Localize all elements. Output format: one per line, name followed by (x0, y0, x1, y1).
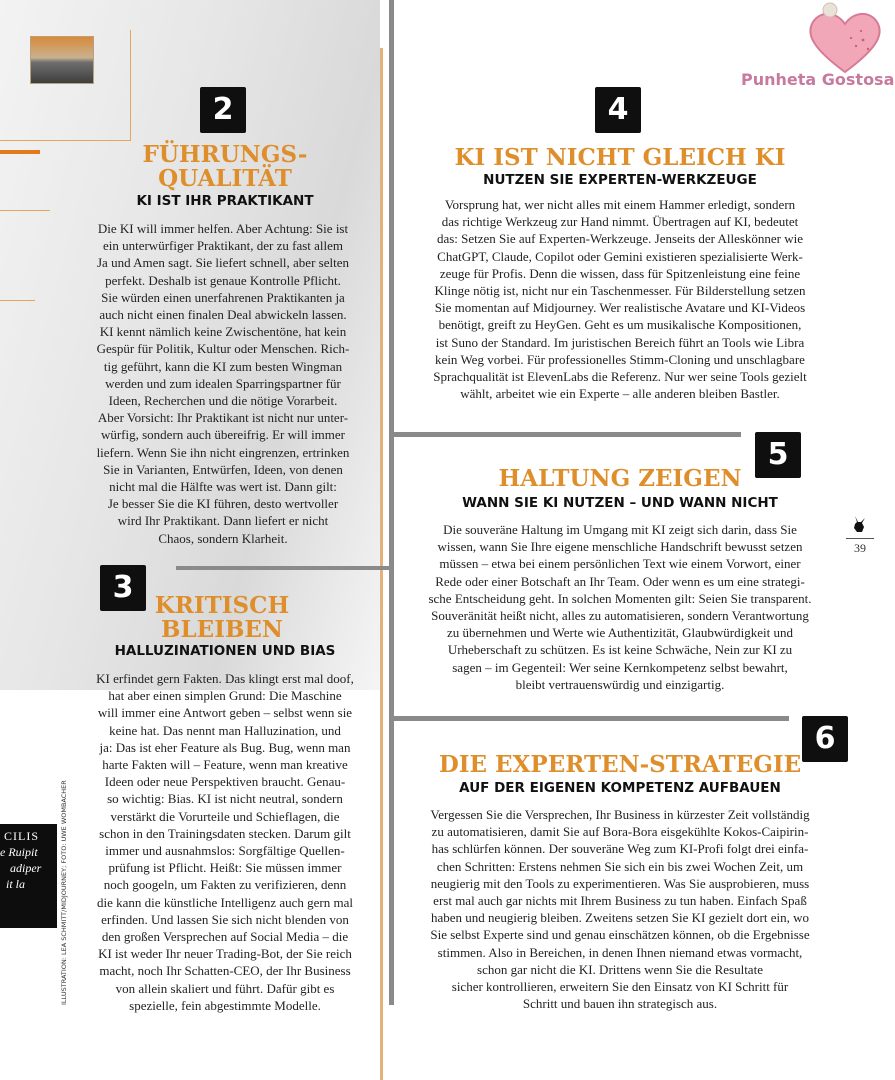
body-line: ChatGPT, Claude, Copilot oder Gemini existieren spezialisierte Werk- (437, 248, 803, 264)
logo-text: Punheta Gostosa (741, 70, 895, 89)
vertical-divider (389, 0, 394, 1005)
body-line: keine hat. Das nennt man Halluzination, und (109, 722, 341, 738)
body-line: sagen – im Gegenteil: Wer seine Kernkompetenz selbst bewahrt, (452, 659, 788, 675)
body-line: haben und neugierig bleiben. Zweitens setzen Sie KI gezielt dort ein, wo (431, 910, 809, 926)
body-line: KI erfindet gern Fakten. Das klingt erst mal doof, (96, 671, 354, 686)
body-line: zeuge für Profis. Denn die wissen, dass für Spitzenleistung eine feine (439, 265, 801, 281)
body-line: immer und ausnahmslos: Sorgfältige Quellen- (105, 843, 345, 859)
body-line: erfinden. Und lassen Sie sich nicht blenden von (101, 911, 349, 927)
body-line: schon in den Trainingsdaten stecken. Darum gilt (99, 825, 351, 841)
horizontal-divider (176, 566, 394, 570)
body-line: von allein skaliert und führt. Dafür gibt es (115, 980, 335, 996)
horizontal-divider (389, 432, 741, 437)
section-body (73, 220, 373, 547)
side-tab-line: it la (6, 877, 26, 891)
body-line: benötigt, greift zu HeyGen. Geht es um musikalische Kompositionen, (438, 317, 802, 333)
body-line: kein Weg vorbei. Für professionelles Stimm-Cloning und unschlagbare (435, 351, 805, 367)
body-line: erst mal auch gar nichts mit Ihrem Business zu tun haben. Einfach Spaß (433, 893, 807, 909)
page-number: 39 (846, 538, 874, 556)
body-line: stimmen. Also in Bereichen, in denen Ihnen niemand etwas vormacht, (437, 944, 803, 960)
body-line: prüfung ist Pflicht. Heißt: Sie müssen immer (108, 860, 342, 876)
body-line: macht, noch Ihr Schatten-CEO, der Ihr Business (99, 963, 351, 979)
body-line: neugierig mit den Tools zu experimentieren. Was Sie ausprobieren, muss (430, 875, 810, 891)
body-line: Sie selbst Experte sind und genau einschätzen können, ob die Ergebnisse (430, 927, 810, 943)
body-line: liefern. Wenn Sie ihn nicht eingrenzen, ertrinken (96, 444, 350, 460)
body-line: Souveränität heißt nicht, alles zu automatisieren, sondern Verantwortung (431, 608, 809, 624)
body-line: den großen Versprechen auf Social Media – die (101, 929, 349, 945)
body-line: so wichtig: Bias. KI ist nicht neutral, sondern (107, 791, 343, 807)
body-line: sche Entscheidung geht. In solchen Momenten gilt: Seien Sie transparent. (428, 590, 812, 606)
body-line: Vorsprung hat, wer nicht alles mit einem Hammer erledigt, sondern (444, 197, 796, 212)
body-line: schon gar nicht die KI. Drittens wenn Sie die Resultate (477, 961, 763, 977)
body-line: has schlürfen können. Der souveräne Weg zum KI-Profi folgt drei einfa- (431, 841, 809, 857)
side-tab-line: e Ruipit (0, 845, 38, 859)
body-line: Je besser Sie die KI führen, desto wertvoller (107, 496, 339, 512)
body-line: Schritt und bauen ihn strategisch aus. (522, 996, 718, 1012)
body-line: tig geführt, kann die KI zum besten Wingman (103, 358, 343, 374)
body-line: chen Schritten: Erstens nehmen Sie sich ein bis zwei Wochen Zeit, um (436, 858, 804, 874)
body-line: das richtige Werkzeug zur Hand nimmt. Übertragen auf KI, bedeutet (441, 214, 799, 230)
body-line: das: Setzen Sie auf Experten-Werkzeuge. Jenseits der Alleskönner wie (436, 231, 804, 247)
body-line: ist Suno der Standard. Im juristischen Bereich führt an Tools wie Libra (435, 334, 805, 350)
side-tab-line: CILIS (4, 829, 39, 843)
horizontal-divider (389, 716, 789, 721)
body-line: Die KI will immer helfen. Aber Achtung: Sie ist (97, 221, 349, 236)
body-line: Sprachqualität ist ElevenLabs die Referenz. Nur wer seine Tools gezielt (433, 369, 807, 385)
body-line: hat aber einen simplen Grund: Die Maschine (108, 688, 342, 704)
body-line: Rede oder einer Botschaft an Ihr Team. Oder wenn es um eine strategi- (435, 573, 805, 589)
body-line: perfekt. Deshalb ist genaue Kontrolle Pflicht. (105, 272, 341, 288)
body-line: noch googeln, um Fakten zu verifizieren, denn (103, 877, 347, 893)
body-line: müssen – etwa bei einem persönlichen Text wie einem Vorwort, einer (439, 556, 801, 572)
body-line: will immer eine Antwort geben – selbst wenn sie (97, 705, 353, 721)
body-line: Ideen, Recherchen und die nötige Vorarbeit. (108, 393, 338, 409)
body-line: Sie würden einen unerfahrenen Praktikanten ja (101, 289, 345, 305)
body-line: KI kennt nämlich keine Zwischentöne, hat kein (99, 324, 347, 340)
body-line: verstärkt die Vorurteile und Schieflagen, die (110, 808, 340, 824)
body-line: Klinge nötig ist, nicht nur ein Taschenmesser. Für Bilderstellung setzen (434, 283, 806, 299)
section-headline (420, 753, 820, 777)
body-line: Vergessen Sie die Versprechen, Ihr Business in kürzester Zeit vollständig (430, 807, 810, 822)
headline-line: BLEIBEN (161, 616, 283, 643)
section-number: 2 (200, 87, 246, 133)
body-line: sicher kontrollieren, erweitern Sie den Einsatz von KI Schritt für (451, 979, 789, 995)
photo-credit: ILLUSTRATION: LEA SCHMITT/MIDJOURNEY; FOTO: UWE WOMBACHER (60, 780, 68, 1005)
body-line: wird Ihr Praktikant. Dann liefert er nicht (117, 513, 329, 529)
body-line: die kann die künstliche Intelligenz auch gern mal (97, 894, 353, 910)
body-line: zu übernehmen und Werte wie Authentizität, Glaubwürdigkeit und (446, 625, 793, 641)
section-body (405, 521, 835, 693)
body-line: Gespür für Politik, Kultur oder Menschen. Rich- (96, 341, 350, 357)
section-number: 3 (100, 565, 146, 611)
section-subhead: KI IST IHR PRAKTIKANT (136, 193, 314, 209)
headline-line: KRITISCH (154, 592, 290, 619)
section-headline (140, 143, 310, 191)
side-tab-line: adiper (10, 861, 42, 875)
body-line: zu automatisieren, damit Sie auf Bora-Bora eisgekühlte Kokos-Caipirin- (431, 824, 809, 840)
body-line: nicht mal die Hälfte was wert ist. Dann gilt: (109, 479, 337, 495)
body-line: Sie momentan auf Midjourney. Wer realistische Avatare und KI-Videos (434, 300, 806, 316)
headline-line: FÜHRUNGS- (142, 141, 308, 168)
body-line: ein unterwürfiger Praktikant, der zu fast allem (102, 238, 344, 254)
vertical-accent-line (380, 48, 383, 1080)
section-number: 6 (802, 716, 848, 762)
side-tab (0, 824, 57, 928)
body-line: Sie in Varianten, Entwürfen, Ideen, von denen (103, 461, 343, 477)
body-line: bleibt vertrauenswürdig und einzigartig. (515, 676, 725, 692)
headline-line: QUALITÄT (158, 165, 292, 192)
headline-line: DIE EXPERTEN-STRATEGIE (438, 751, 802, 778)
decorative-accent (0, 100, 40, 154)
body-line: KI ist weder Ihr neuer Trading-Bot, der Sie reich (98, 946, 352, 962)
section-headline (430, 146, 810, 170)
body-line: Chaos, sondern Klarheit. (158, 530, 288, 546)
landscape-thumbnail (30, 36, 94, 84)
section-headline (440, 467, 800, 491)
body-line: Aber Vorsicht: Ihr Praktikant ist nicht nur unter- (97, 410, 349, 426)
body-line: Ja und Amen sagt. Sie liefert schnell, aber selten (97, 255, 349, 271)
body-line: harte Fakten will – Feature, wenn man kreative (102, 757, 348, 773)
body-line: würfig, sondern auch übereifrig. Er will immer (100, 427, 346, 443)
headline-line: HALTUNG ZEIGEN (498, 465, 742, 492)
section-headline (142, 594, 302, 642)
section-number: 4 (595, 87, 641, 133)
body-line: wissen, wann Sie Ihre eigene menschliche Handschrift bewusst setzen (437, 539, 803, 555)
body-line: werden und zum idealen Sparringspartner für (105, 375, 341, 391)
decorative-line (0, 300, 35, 301)
section-subhead: AUF DER EIGENEN KOMPETENZ AUFBAUEN (459, 780, 781, 796)
section-body (405, 806, 835, 1012)
body-line: Die souveräne Haltung im Umgang mit KI zeigt sich darin, dass Sie (443, 522, 797, 537)
body-line: auch nicht einen finalen Deal abwickeln lassen. (99, 307, 347, 323)
section-body (405, 196, 835, 402)
decorative-line (0, 210, 50, 211)
body-line: ja: Das ist eher Feature als Bug. Bug, wenn man (99, 739, 351, 755)
body-line: Urheberschaft zu schützen. Es ist keine Schwäche, Nein zur KI zu (447, 642, 793, 658)
headline-line: KI IST NICHT GLEICH KI (454, 144, 786, 171)
body-line: spezielle, fein abgestimmte Modelle. (129, 997, 321, 1013)
bunny-icon (850, 514, 868, 534)
body-line: Ideen oder neue Perspektiven braucht. Genau- (104, 774, 346, 790)
section-subhead: HALLUZINATIONEN UND BIAS (114, 643, 336, 659)
section-number: 5 (755, 432, 801, 478)
body-line: wählt, arbeitet wie ein Experte – alle anderen bleiben Bastler. (460, 386, 780, 402)
section-subhead: NUTZEN SIE EXPERTEN-WERKZEUGE (483, 172, 757, 188)
section-subhead: WANN SIE KI NUTZEN – UND WANN NICHT (462, 495, 778, 511)
section-body (70, 670, 380, 1014)
